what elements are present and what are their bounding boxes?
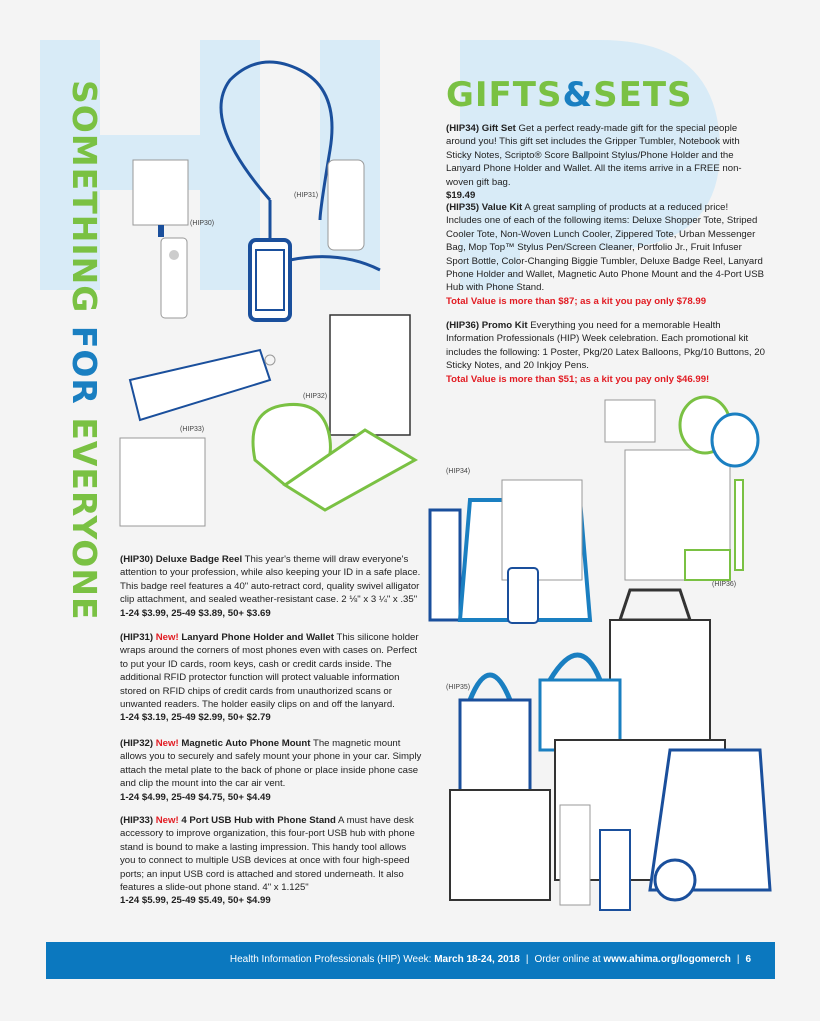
hip31-name: Lanyard Phone Holder and Wallet xyxy=(181,632,334,643)
product-hip36 xyxy=(446,319,766,386)
badge-reel-illustration xyxy=(133,160,193,320)
hip35-offer: Total Value is more than $87; as a kit you pay only $78.99 xyxy=(446,295,707,307)
hip36-desc: Everything you need for a memorable Health Information Professionals (HIP) Week celebration. Each promotional kit includes the following: 1 Poster, Pkg/20 Latex Balloons, Pkg/10 Buttons, 20 Sticky Notes, and 20 Inkjoy Pens. xyxy=(446,320,765,372)
product-hip31 xyxy=(120,631,424,725)
hip32-price: 1-24 $4.99, 25-49 $4.75, 50+ $4.49 xyxy=(120,791,271,803)
phone-mount-illustration xyxy=(245,310,425,510)
hip32-code: (HIP32) xyxy=(120,738,154,749)
hip34-name: Gift Set xyxy=(481,123,516,134)
hip30-desc: This year's theme will draw everyone's attention to your profession, while also keeping your ID in a safe place. This badge reel features a 40" auto-retract cord, quality swivel alligator clip attachment, and sealed weather-resistant case. 2 ⅛" x 3 ¼" x .35" xyxy=(120,554,421,606)
hip31-new: New! xyxy=(155,632,179,643)
product-hip34 xyxy=(446,122,766,202)
product-hip32 xyxy=(120,737,424,804)
footer-event: Health Information Professionals (HIP) Week: xyxy=(229,954,435,965)
side-title-part2: FOR xyxy=(65,325,104,405)
label-hip36: (HIP36) xyxy=(712,581,737,588)
hip36-name: Promo Kit xyxy=(481,320,528,331)
hip36-code: (HIP36) xyxy=(446,320,480,331)
hip31-code: (HIP31) xyxy=(120,632,154,643)
hip30-name: Deluxe Badge Reel xyxy=(155,554,243,565)
hip33-new: New! xyxy=(155,815,179,826)
hip35-desc: A great sampling of products at a reduced price! Includes one of each of the following items: Deluxe Shopper Tote, Striped Cooler Tote, Non-Woven Lunch Cooler, Zippered Tote, Urban Messenger Bag, Mop Top™ Stylus Pen/Screen Cleaner, Portfolio Jr., Fruit Infuser Sport Bottle, Color-Changing Biggie Tumbler, Deluxe Badge Reel, Lanyard Phone Holder and Wallet, Magnetic Auto Phone Mount and the 4-Port USB Hub with Phone Stand. xyxy=(446,202,765,294)
side-title-part1: SOMETHING xyxy=(65,80,104,326)
heading-part1: GIFTS xyxy=(446,75,563,115)
hip31-price: 1-24 $3.19, 25-49 $2.99, 50+ $2.79 xyxy=(120,712,271,724)
hip32-name: Magnetic Auto Phone Mount xyxy=(181,738,311,749)
page-heading xyxy=(446,75,693,115)
hip34-desc: Get a perfect ready-made gift for the special people around you! This gift set includes the Gripper Tumbler, Notebook with Sticky Notes, Scripto® Score Ballpoint Stylus/Phone Holder and the Lanyard Phone Holder and Wallet. All the items arrive in a FREE non-woven gift bag. xyxy=(446,123,742,188)
heading-part3: SETS xyxy=(593,75,693,115)
hip32-desc: The magnetic mount allows you to securely and safely mount your phone in your car. Simply attach the metal plate to the back of phone or place inside phone case and clip the mount into the car air vent. xyxy=(120,738,422,790)
hip32-new: New! xyxy=(155,738,179,749)
hip35-name: Value Kit xyxy=(481,202,523,213)
label-hip35: (HIP35) xyxy=(446,684,471,691)
product-hip30 xyxy=(120,553,424,620)
side-title-part3: EVERYONE xyxy=(65,404,104,621)
heading-part2: & xyxy=(562,75,594,115)
hip36-offer: Total Value is more than $51; as a kit you pay only $46.99! xyxy=(446,373,710,385)
lanyard-illustration xyxy=(200,60,380,340)
hip34-code: (HIP34) xyxy=(446,123,480,134)
label-hip30: (HIP30) xyxy=(190,220,215,227)
hip35-code: (HIP35) xyxy=(446,202,480,213)
hip33-code: (HIP33) xyxy=(120,815,154,826)
hip33-desc: A must have desk accessory to improve organization, this four-port USB hub with phone stand is bound to make a lasting impression. This handy tool allows you to connect to multiple USB devices at once with four high-speed ports; an input USB cord is attached and stored underneath. It also features a slide-out phone stand. 4" x 1.125" xyxy=(120,815,415,894)
footer-bar: Health Information Professionals (HIP) Week: March 18-24, 2018 | Order online at www.ahima.org/logomerch | 6 xyxy=(46,942,775,979)
hip30-code: (HIP30) xyxy=(120,554,154,565)
footer-url[interactable]: www.ahima.org/logomerch xyxy=(603,954,731,965)
footer-dates: March 18-24, 2018 xyxy=(434,954,520,965)
hip30-price: 1-24 $3.99, 25-49 $3.89, 50+ $3.69 xyxy=(120,607,271,619)
label-hip33: (HIP33) xyxy=(180,426,205,433)
page-number: 6 xyxy=(745,954,751,965)
hip33-price: 1-24 $5.99, 25-49 $5.49, 50+ $4.99 xyxy=(120,895,271,907)
side-title xyxy=(65,80,110,730)
hip33-name: 4 Port USB Hub with Phone Stand xyxy=(181,815,336,826)
product-hip33 xyxy=(120,814,424,908)
label-hip32: (HIP32) xyxy=(303,393,328,400)
value-kit-illustration xyxy=(450,590,780,920)
hip31-desc: This silicone holder wraps around the corners of most phones even with cases on. Perfect to put your ID cards, room keys, cash or credit cards inside. The additional RFID protector function will protect valuable information stored on RFID chips of credit cards from unauthorized scans or unwanted readers. The holder easily clips on and off the lanyard. xyxy=(120,632,419,711)
hip34-price: $19.49 xyxy=(446,190,476,202)
footer-order: Order online at xyxy=(534,954,604,965)
label-hip31: (HIP31) xyxy=(294,192,319,199)
product-hip35 xyxy=(446,201,766,308)
label-hip34: (HIP34) xyxy=(446,468,471,475)
promo-kit-illustration xyxy=(605,400,775,585)
